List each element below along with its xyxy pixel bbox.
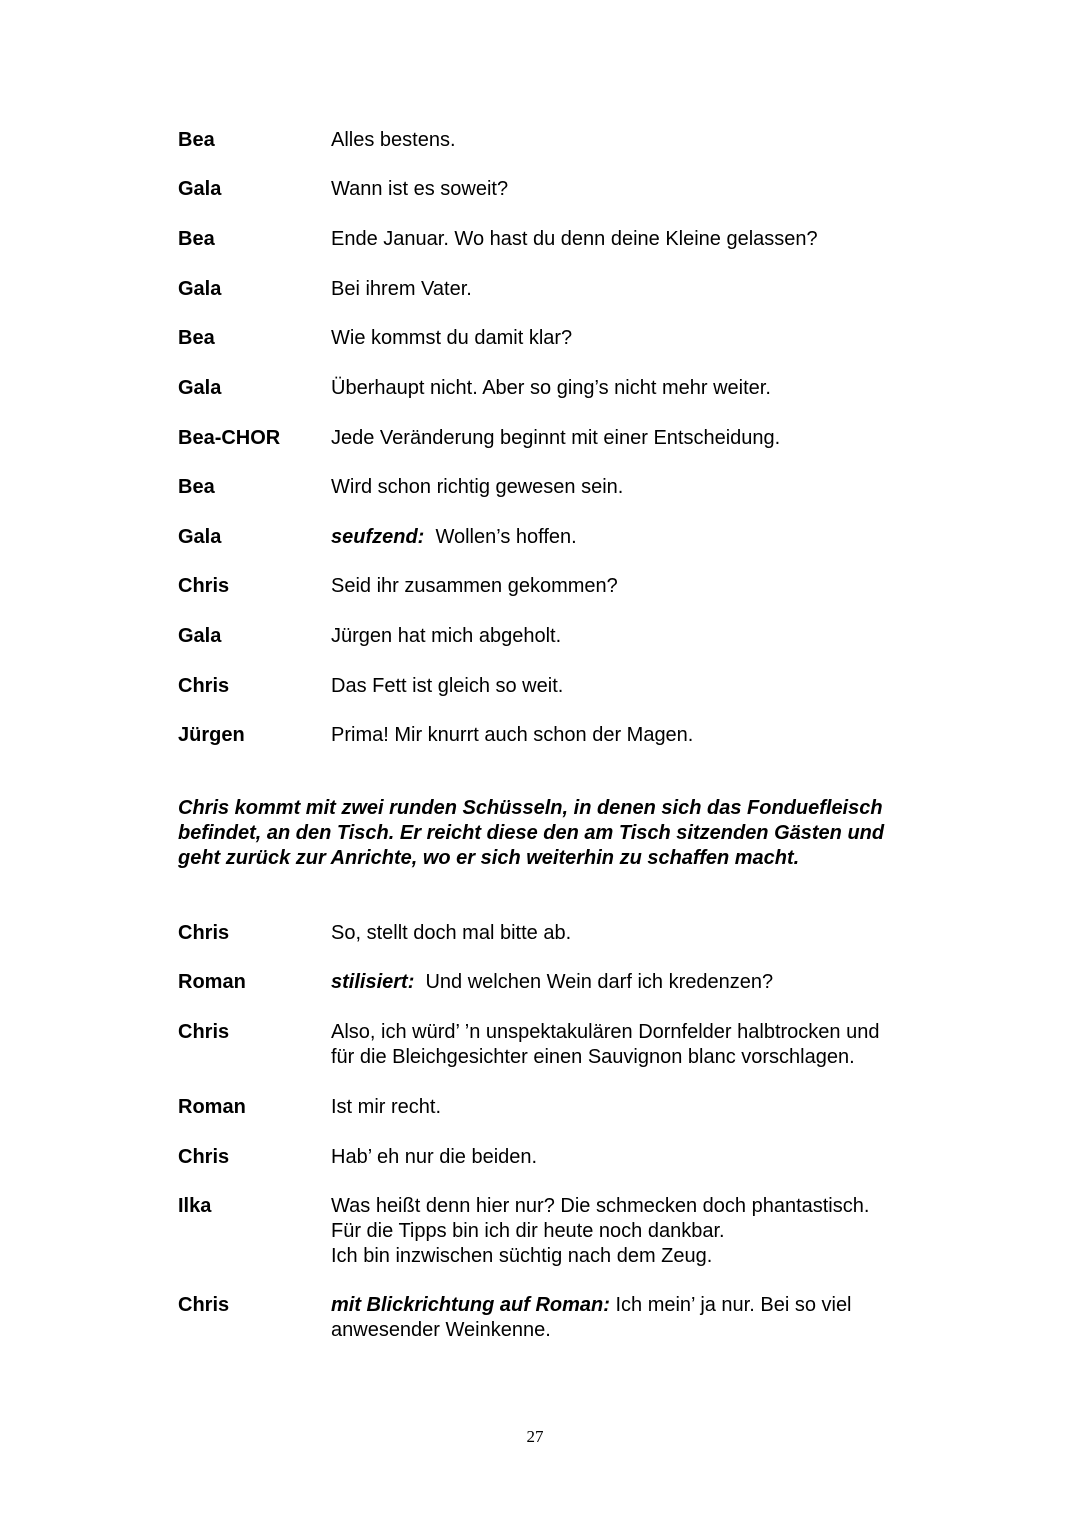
dialogue-text-line: Bei ihrem Vater. [331, 278, 472, 300]
dialogue-text-line: Wird schon richtig gewesen sein. [331, 476, 624, 498]
stage-direction-line: geht zurück zur Anrichte, wo er sich weiterhin zu schaffen macht. [178, 847, 800, 869]
speaker-name: Chris [178, 922, 230, 944]
dialogue-text [331, 426, 951, 451]
stage-direction-line: Chris kommt mit zwei runden Schüsseln, in denen sich das Fonduefleisch [178, 797, 883, 819]
dialogue-text-line [331, 525, 951, 550]
dialogue-text-line [331, 1293, 951, 1318]
dialogue-text-line: So, stellt doch mal bitte ab. [331, 922, 572, 944]
dialogue-text [331, 128, 951, 153]
dialogue-text [331, 1145, 951, 1170]
speaker-name: Chris [178, 1294, 230, 1316]
dialogue-text-line: Überhaupt nicht. Aber so ging’s nicht mehr weiter. [331, 377, 771, 399]
dialogue-text [331, 1194, 951, 1269]
dialogue-text [331, 624, 951, 649]
dialogue-text-content: Ich mein’ ja nur. Bei so viel [615, 1294, 852, 1316]
dialogue-text [331, 277, 951, 302]
dialogue-text [331, 376, 951, 401]
speaker-name: Chris [178, 675, 230, 697]
stage-cue: seufzend: [331, 526, 425, 548]
dialogue-text [331, 177, 951, 202]
dialogue-text-line: Das Fett ist gleich so weit. [331, 675, 564, 697]
dialogue-text [331, 1020, 951, 1070]
dialogue-text-line: Ich bin inzwischen süchtig nach dem Zeug. [331, 1245, 713, 1267]
dialogue-text-line: Jürgen hat mich abgeholt. [331, 625, 562, 647]
dialogue-text-line: Hab’ eh nur die beiden. [331, 1146, 538, 1168]
speaker-name: Gala [178, 526, 222, 548]
dialogue-text-line: Was heißt denn hier nur? Die schmecken doch phantastisch. [331, 1195, 870, 1217]
dialogue-text [331, 921, 951, 946]
speaker-name: Gala [178, 377, 222, 399]
dialogue-text-line: Wann ist es soweit? [331, 178, 509, 200]
dialogue-text-line: Ende Januar. Wo hast du denn deine Kleine gelassen? [331, 228, 818, 250]
dialogue-text [331, 475, 951, 500]
dialogue-text-line: anwesender Weinkenne. [331, 1319, 551, 1341]
speaker-name: Chris [178, 1021, 230, 1043]
dialogue-text-line: Prima! Mir knurrt auch schon der Magen. [331, 724, 694, 746]
speaker-name: Gala [178, 625, 222, 647]
dialogue-text [331, 326, 951, 351]
speaker-name: Bea [178, 476, 215, 498]
dialogue-text-line: für die Bleichgesichter einen Sauvignon blanc vorschlagen. [331, 1046, 855, 1068]
dialogue-text-line: Also, ich würd’ ’n unspektakulären Dornfelder halbtrocken und [331, 1021, 880, 1043]
dialogue-text-line: Alles bestens. [331, 129, 456, 151]
dialogue-text-line [331, 970, 951, 995]
dialogue-text-line: Wie kommst du damit klar? [331, 327, 573, 349]
dialogue-text [331, 674, 951, 699]
dialogue-text [331, 1095, 951, 1120]
dialogue-text [331, 723, 951, 748]
speaker-name: Gala [178, 178, 222, 200]
dialogue-text [331, 1293, 951, 1343]
dialogue-text [331, 525, 951, 550]
speaker-name: Bea [178, 228, 215, 250]
dialogue-text-line: Seid ihr zusammen gekommen? [331, 575, 618, 597]
page-number: 27 [526, 1427, 544, 1446]
stage-direction-line: befindet, an den Tisch. Er reicht diese den am Tisch sitzenden Gästen und [178, 822, 885, 844]
dialogue-text [331, 227, 951, 252]
stage-cue: mit Blickrichtung auf Roman: [331, 1294, 610, 1316]
speaker-name: Jürgen [178, 724, 245, 746]
speaker-name: Roman [178, 971, 246, 993]
speaker-name: Gala [178, 278, 222, 300]
dialogue-text [331, 970, 951, 995]
dialogue-text-line: Jede Veränderung beginnt mit einer Entscheidung. [331, 427, 781, 449]
dialogue-text-content: Und welchen Wein darf ich kredenzen? [425, 971, 774, 993]
speaker-name: Bea [178, 327, 215, 349]
stage-cue: stilisiert: [331, 971, 415, 993]
dialogue-text [331, 574, 951, 599]
dialogue-text-line: Für die Tipps bin ich dir heute noch dankbar. [331, 1220, 725, 1242]
speaker-name: Bea-CHOR [178, 427, 281, 449]
dialogue-text-content: Wollen’s hoffen. [435, 526, 577, 548]
speaker-name: Bea [178, 129, 215, 151]
speaker-name: Roman [178, 1096, 246, 1118]
speaker-name: Chris [178, 1146, 230, 1168]
speaker-name: Chris [178, 575, 230, 597]
speaker-name: Ilka [178, 1195, 212, 1217]
dialogue-text-line: Ist mir recht. [331, 1096, 442, 1118]
stage-direction [178, 796, 958, 871]
